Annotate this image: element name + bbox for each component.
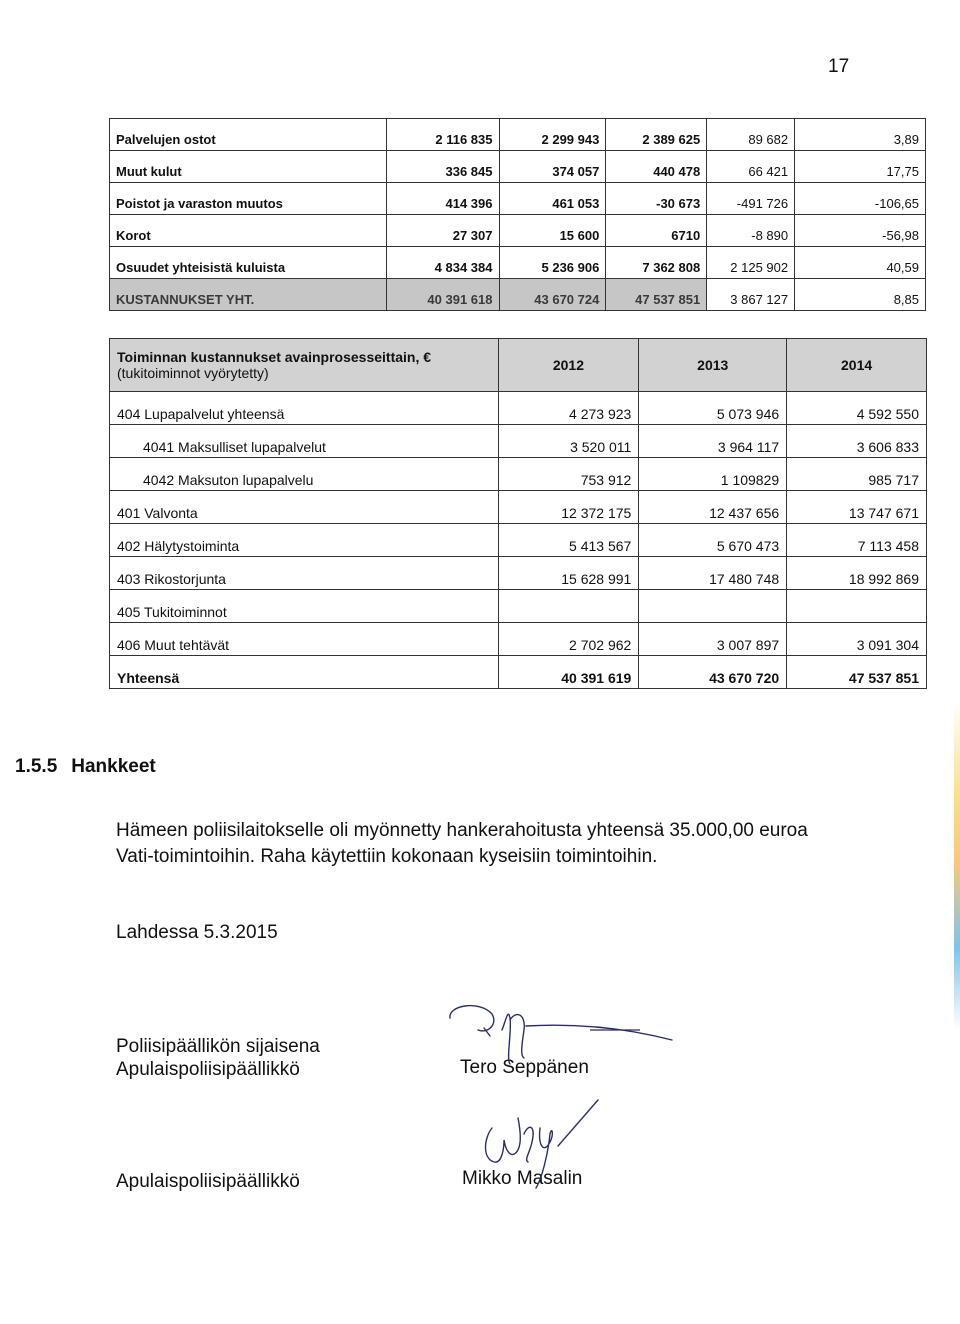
cell-value: 2 702 962 <box>498 623 639 656</box>
table-row <box>110 491 927 524</box>
cell-value: -491 726 <box>707 183 795 215</box>
cell-value: 43 670 724 <box>499 279 606 311</box>
cell-value: 6710 <box>606 215 707 247</box>
cell-value: 440 478 <box>606 151 707 183</box>
cost-table-summary <box>109 118 926 311</box>
cell-value: 66 421 <box>707 151 795 183</box>
cell-value: 3 606 833 <box>787 425 927 458</box>
row-label: 4041 Maksulliset lupapalvelut <box>110 425 499 458</box>
cell-value: 3,89 <box>795 119 926 151</box>
handwritten-signature-2 <box>470 1098 610 1194</box>
table-row <box>110 623 927 656</box>
cell-value: 3 867 127 <box>707 279 795 311</box>
paragraph-line: Hämeen poliisilaitokselle oli myönnetty hankerahoitusta yhteensä 35.000,00 euroa <box>116 820 808 841</box>
cell-value: 5 073 946 <box>639 392 787 425</box>
row-label: Poistot ja varaston muutos <box>110 183 387 215</box>
section-title: Hankkeet <box>71 756 156 777</box>
header-year-2012: 2012 <box>498 339 639 392</box>
cell-value: 5 236 906 <box>499 247 606 279</box>
table-row <box>110 151 926 183</box>
handwritten-signature-1 <box>440 1000 680 1080</box>
cell-value: 336 845 <box>386 151 499 183</box>
cell-value: -8 890 <box>707 215 795 247</box>
row-label: 403 Rikostorjunta <box>110 557 499 590</box>
row-label: Osuudet yhteisistä kuluista <box>110 247 387 279</box>
paragraph-line: Vati-toimintoihin. Raha käytettiin kokonaan kyseisiin toimintoihin. <box>116 846 658 867</box>
row-label: Yhteensä <box>110 656 499 689</box>
cell-value: 47 537 851 <box>606 279 707 311</box>
cell-value: 4 834 384 <box>386 247 499 279</box>
cell-value: 40 391 618 <box>386 279 499 311</box>
page-number: 17 <box>828 56 850 77</box>
header-title-line1: Toiminnan kustannukset avainprosesseittain, € <box>117 349 432 365</box>
table-header-row <box>110 339 927 392</box>
cell-value: 2 299 943 <box>499 119 606 151</box>
row-label: KUSTANNUKSET YHT. <box>110 279 387 311</box>
table-row <box>110 557 927 590</box>
header-year-2014: 2014 <box>787 339 927 392</box>
cell-value: 3 964 117 <box>639 425 787 458</box>
row-label: 406 Muut tehtävät <box>110 623 499 656</box>
cell-value <box>787 590 927 623</box>
cell-value: 4 273 923 <box>498 392 639 425</box>
cell-value: 15 600 <box>499 215 606 247</box>
cell-value: 461 053 <box>499 183 606 215</box>
table-row <box>110 183 926 215</box>
table-total-row <box>110 279 926 311</box>
table-row <box>110 247 926 279</box>
dateline: Lahdessa 5.3.2015 <box>116 922 278 943</box>
cell-value: 1 109829 <box>639 458 787 491</box>
row-label: 402 Hälytystoiminta <box>110 524 499 557</box>
signature-title-2 <box>116 1170 300 1193</box>
cell-value: 7 113 458 <box>787 524 927 557</box>
table-row <box>110 119 926 151</box>
scan-edge-artifact <box>954 700 960 1030</box>
table-row <box>110 458 927 491</box>
row-label: Palvelujen ostot <box>110 119 387 151</box>
cell-value: 8,85 <box>795 279 926 311</box>
cell-value <box>498 590 639 623</box>
signature-title-line: Apulaispoliisipäällikkö <box>116 1059 300 1080</box>
cell-value: 12 372 175 <box>498 491 639 524</box>
table-row <box>110 215 926 247</box>
cost-table-by-process <box>109 338 927 689</box>
signature-title-line: Poliisipäällikön sijaisena <box>116 1036 320 1057</box>
cell-value: 47 537 851 <box>787 656 927 689</box>
cell-value: 13 747 671 <box>787 491 927 524</box>
cell-value: 5 413 567 <box>498 524 639 557</box>
cell-value: 753 912 <box>498 458 639 491</box>
cell-value: 40,59 <box>795 247 926 279</box>
body-paragraph <box>116 818 876 870</box>
table-total-row <box>110 656 927 689</box>
cell-value: -106,65 <box>795 183 926 215</box>
cell-value: 2 116 835 <box>386 119 499 151</box>
cell-value: 374 057 <box>499 151 606 183</box>
table-row <box>110 425 927 458</box>
cell-value: 15 628 991 <box>498 557 639 590</box>
cell-value: 3 520 011 <box>498 425 639 458</box>
signature-title-line: Apulaispoliisipäällikkö <box>116 1171 300 1192</box>
cell-value: 2 389 625 <box>606 119 707 151</box>
cell-value: 3 091 304 <box>787 623 927 656</box>
signature-title-1 <box>116 1035 320 1081</box>
row-label: 401 Valvonta <box>110 491 499 524</box>
signatory-name-1: Tero Seppänen <box>460 1057 589 1078</box>
header-title-line2: (tukitoiminnot vyörytetty) <box>117 365 269 381</box>
section-number: 1.5.5 <box>15 756 58 777</box>
row-label: 404 Lupapalvelut yhteensä <box>110 392 499 425</box>
signatory-name-2: Mikko Masalin <box>462 1168 583 1189</box>
section-heading <box>15 756 156 778</box>
cell-value: 2 125 902 <box>707 247 795 279</box>
cell-value: 4 592 550 <box>787 392 927 425</box>
cell-value: 18 992 869 <box>787 557 927 590</box>
row-label: Korot <box>110 215 387 247</box>
row-label: 405 Tukitoiminnot <box>110 590 499 623</box>
cell-value: -56,98 <box>795 215 926 247</box>
row-label: 4042 Maksuton lupapalvelu <box>110 458 499 491</box>
cell-value: 27 307 <box>386 215 499 247</box>
cell-value: 414 396 <box>386 183 499 215</box>
cell-value: 17 480 748 <box>639 557 787 590</box>
cell-value: 17,75 <box>795 151 926 183</box>
cell-value: 5 670 473 <box>639 524 787 557</box>
cell-value: 12 437 656 <box>639 491 787 524</box>
table-header-title <box>110 339 499 392</box>
table-row <box>110 392 927 425</box>
cell-value: 43 670 720 <box>639 656 787 689</box>
table-row <box>110 590 927 623</box>
table-row <box>110 524 927 557</box>
cell-value: 40 391 619 <box>498 656 639 689</box>
cell-value: 3 007 897 <box>639 623 787 656</box>
cell-value: 7 362 808 <box>606 247 707 279</box>
header-year-2013: 2013 <box>639 339 787 392</box>
cell-value: 985 717 <box>787 458 927 491</box>
cell-value: 89 682 <box>707 119 795 151</box>
row-label: Muut kulut <box>110 151 387 183</box>
cell-value: -30 673 <box>606 183 707 215</box>
cell-value <box>639 590 787 623</box>
